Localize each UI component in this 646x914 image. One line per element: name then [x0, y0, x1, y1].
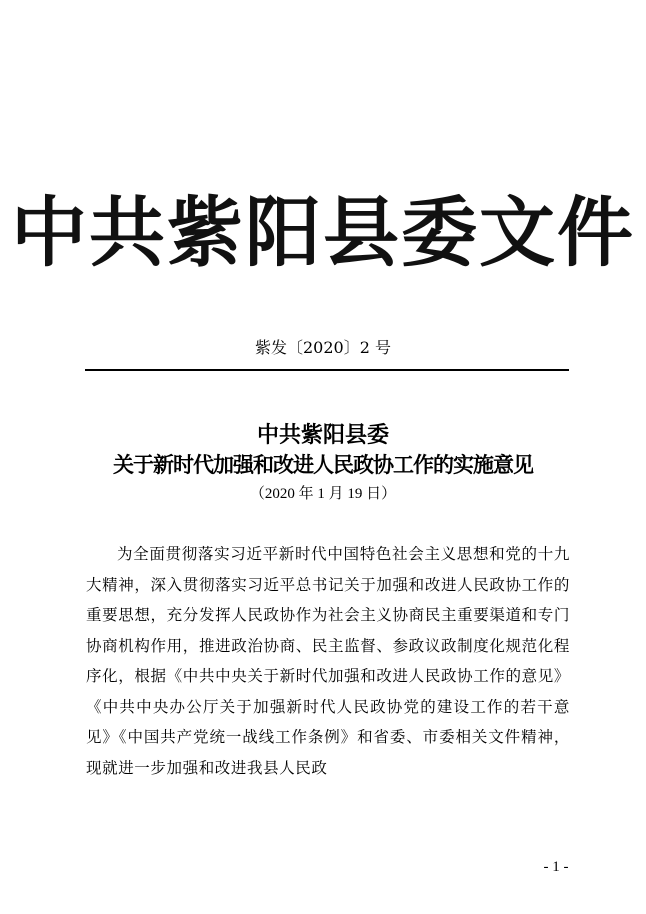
document-number: 紫发〔2020〕2 号 — [255, 338, 391, 357]
document-masthead: 中共紫阳县委文件 — [11, 188, 635, 277]
body-paragraph: 为全面贯彻落实习近平新时代中国特色社会主义思想和党的十九大精神，深入贯彻落实习近平总书记关于加强和改进人民政协工作的重要思想，充分发挥人民政协作为社会主义协商民主重要渠道和专门协商机构作用，推进政治协商、民主监督、参政议政制度化规范化程序化，根据《中共中央关于新时代加强和改进人民政协工作的意见》《中共中央办公厅关于加强新时代人民政协党的建设工作的若干意见》《中国共产党统一战线工作条例》和省委、市委相关文件精神，现就进一步加强和改进我县人民政 — [86, 545, 570, 777]
document-date: （2020 年 1 月 19 日） — [249, 486, 397, 502]
page-number: - 1 - — [543, 859, 569, 875]
header-divider — [85, 369, 569, 371]
document-title: 关于新时代加强和改进人民政协工作的实施意见 — [113, 452, 533, 477]
document-title-issuer: 中共紫阳县委 — [256, 422, 389, 448]
